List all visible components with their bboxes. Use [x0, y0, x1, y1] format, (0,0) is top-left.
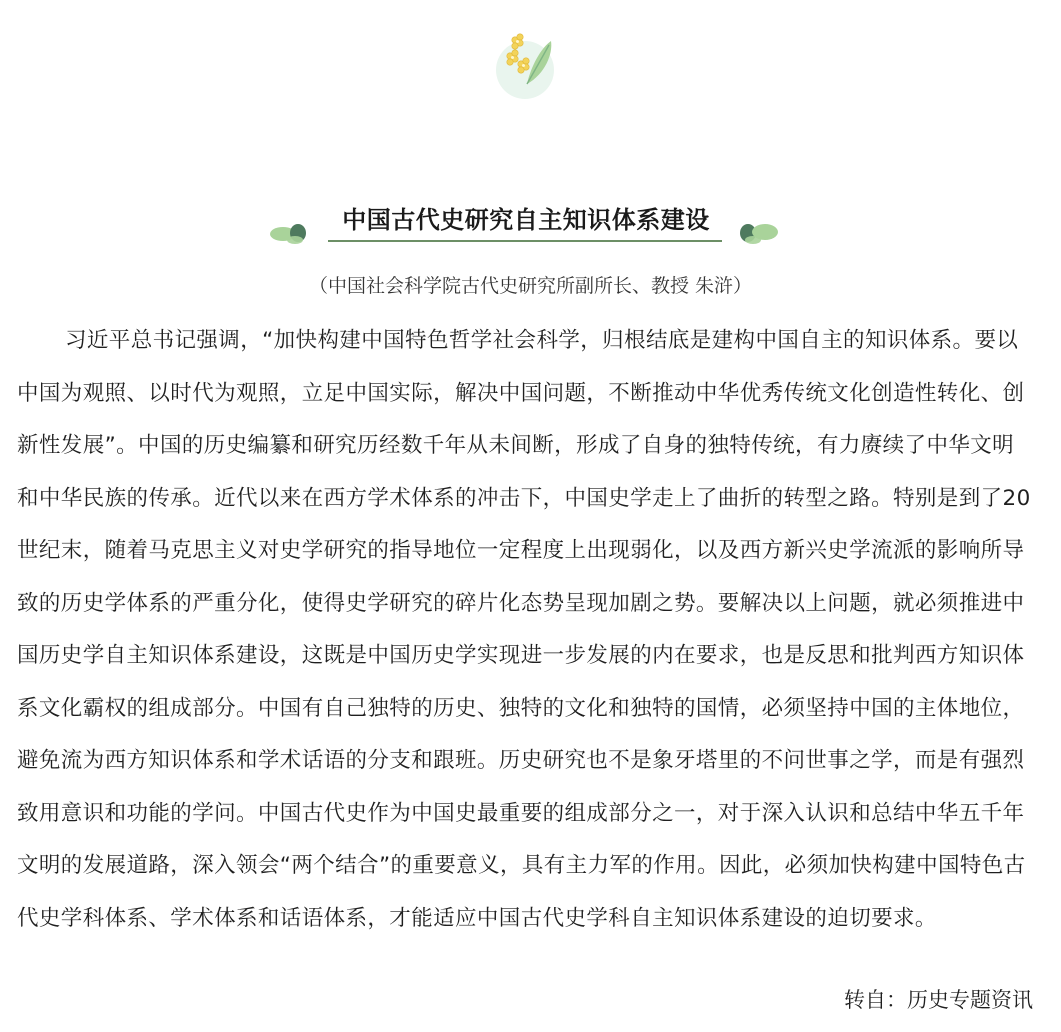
article-title: 中国古代史研究自主知识体系建设 — [342, 206, 710, 234]
author-byline: （中国社会科学院古代史研究所副所长、教授 朱浒） — [308, 275, 753, 297]
flower-sprig-icon — [493, 28, 563, 102]
leaf-pair-icon — [736, 220, 780, 246]
leaf-pair-icon — [268, 220, 312, 246]
title-row — [0, 198, 1061, 250]
source-attribution: 转自：历史专题资讯 — [844, 988, 1033, 1012]
article-body: 习近平总书记强调，“加快构建中国特色哲学社会科学，归根结底是建构中国自主的知识体系。要以中国为观照、以时代为观照，立足中国实际，解决中国问题，不断推动中华优秀传统文化创造性转化、创新性发展”。中国的历史编纂和研究历经数千年从未间断，形成了自身的独特传统，有力赓续了中华文明和中华民族的传承。近代以来在西方学术体系的冲击下，中国史学走上了曲折的转型之路。特别是到了20世纪末，随着马克思主义对史学研究的指导地位一定程度上出现弱化，以及西方新兴史学流派的影响所导致的历史学体系的严重分化，使得史学研究的碎片化态势呈现加剧之势。要解决以上问题，就必须推进中国历史学自主知识体系建设，这既是中国历史学实现进一步发展的内在要求，也是反思和批判西方知识体系文化霸权的组成部分。中国有自己独特的历史、独特的文化和独特的国情，必须坚持中国的主体地位，避免流为西方知识体系和学术话语的分支和跟班。历史研究也不是象牙塔里的不问世事之学，而是有强烈致用意识和功能的学问。中国古代史作为中国史最重要的组成部分之一，对于深入认识和总结中华五千年文明的发展道路，深入领会“两个结合”的重要意义，具有主力军的作用。因此，必须加快构建中国特色古代史学科体系、学术体系和话语体系，才能适应中国古代史学科自主知识体系建设的迫切要求。 — [17, 328, 1031, 931]
title-underline — [328, 240, 722, 242]
